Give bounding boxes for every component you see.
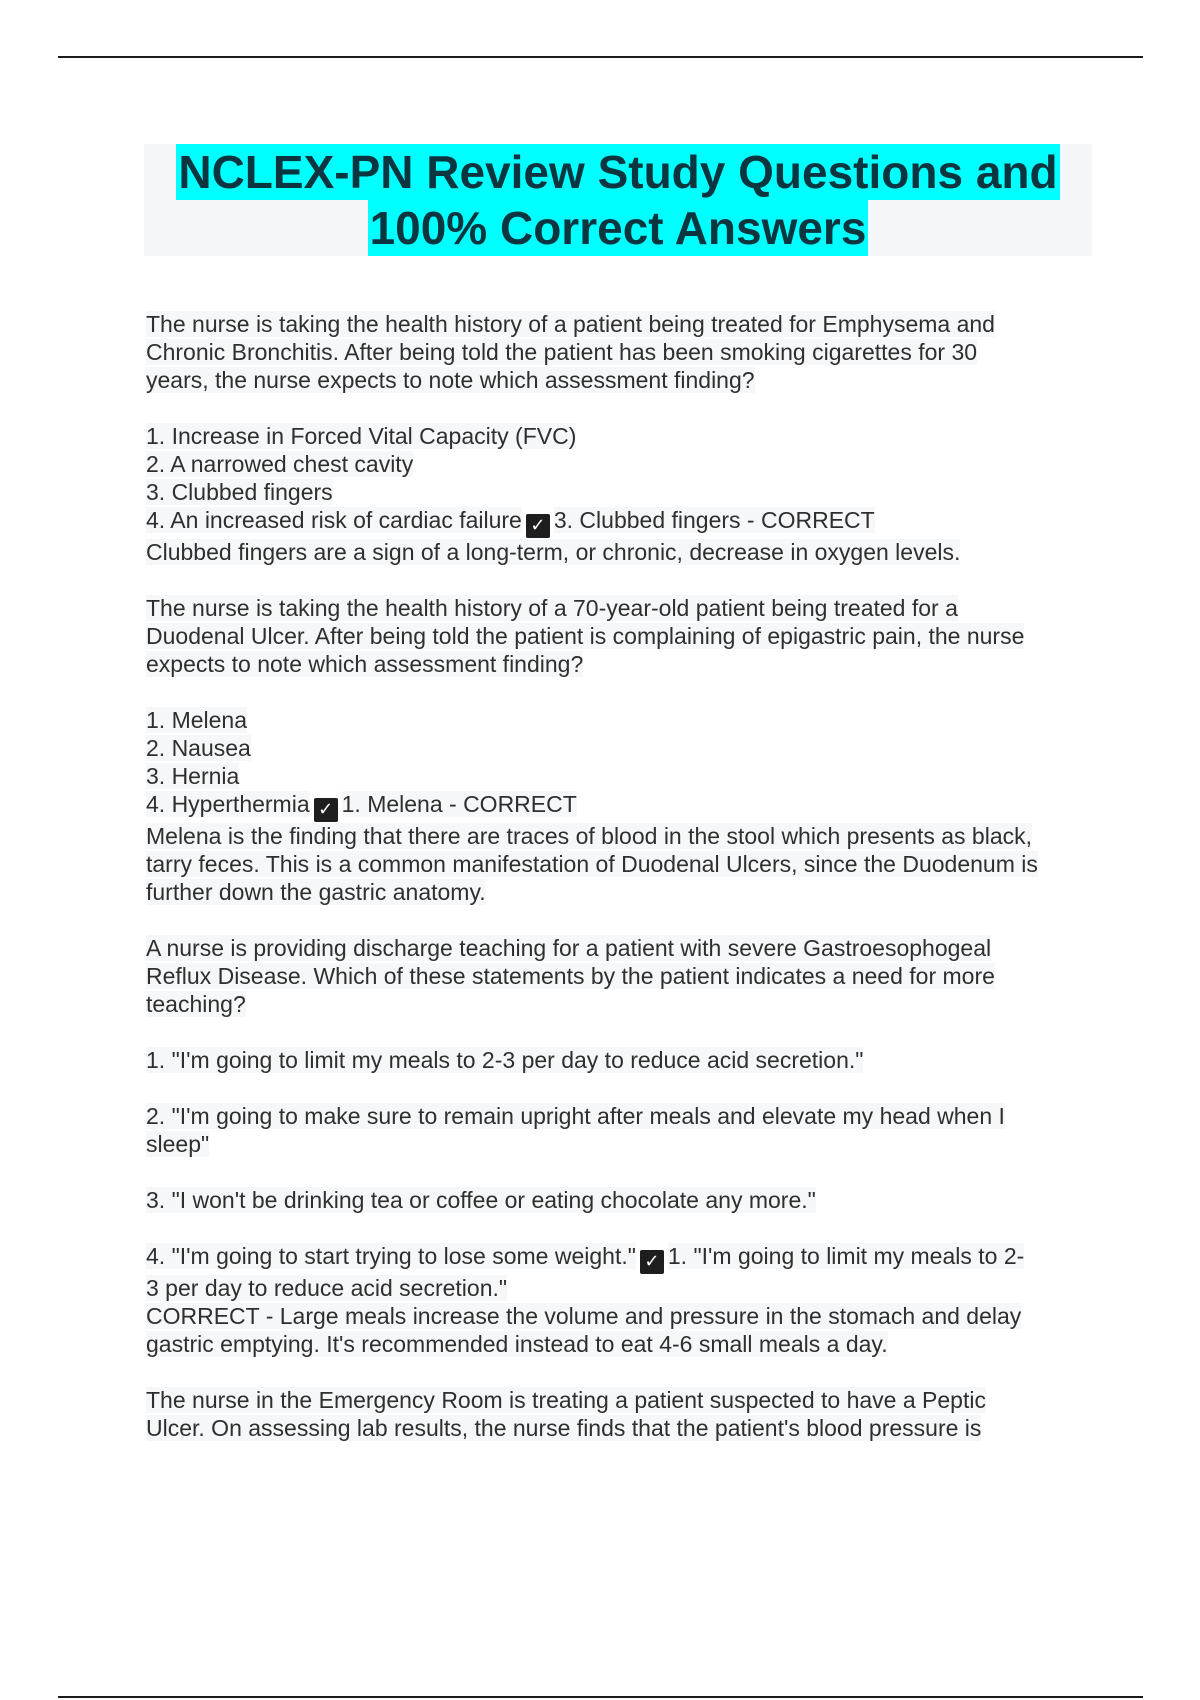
title-line-1: NCLEX-PN Review Study Questions and xyxy=(178,146,1058,198)
answer-rationale: further down the gastric anatomy. xyxy=(146,879,486,905)
question-stem-line: The nurse in the Emergency Room is treating a patient suspected to have a Peptic xyxy=(146,1387,986,1413)
answer-rationale: tarry feces. This is a common manifestation of Duodenal Ulcers, since the Duodenum is xyxy=(146,851,1038,877)
answer-option: 2. "I'm going to make sure to remain upright after meals and elevate my head when I xyxy=(146,1103,1005,1129)
checkmark-icon: ✓ xyxy=(526,514,550,538)
answer-option: 1. "I'm going to limit my meals to 2-3 per day to reduce acid secretion." xyxy=(146,1047,864,1073)
question-1 xyxy=(146,310,1096,566)
answer-option: 4. Hyperthermia xyxy=(146,791,310,817)
document-body xyxy=(146,310,1096,1470)
header-rule xyxy=(58,56,1143,58)
footer-rule xyxy=(58,1696,1143,1698)
question-stem-line: Ulcer. On assessing lab results, the nurse finds that the patient's blood pressure is xyxy=(146,1415,982,1441)
question-stem-line: Reflux Disease. Which of these statements by the patient indicates a need for more xyxy=(146,963,995,989)
answer-option: 3. Clubbed fingers xyxy=(146,479,333,505)
answer-rationale: gastric emptying. It's recommended instead to eat 4-6 small meals a day. xyxy=(146,1331,888,1357)
answer-option: 1. Increase in Forced Vital Capacity (FVC) xyxy=(146,423,577,449)
correct-answer: 3. Clubbed fingers - CORRECT xyxy=(553,507,875,533)
checkmark-icon: ✓ xyxy=(314,798,338,822)
correct-answer: 1. "I'm going to limit my meals to 2- xyxy=(667,1243,1025,1269)
answer-option: 2. Nausea xyxy=(146,735,251,761)
checkmark-icon: ✓ xyxy=(640,1250,664,1274)
question-stem-line: expects to note which assessment finding? xyxy=(146,651,584,677)
question-stem-line: The nurse is taking the health history of a 70-year-old patient being treated for a xyxy=(146,595,958,621)
question-stem-line: Duodenal Ulcer. After being told the patient is complaining of epigastric pain, the nurse xyxy=(146,623,1025,649)
correct-answer: 1. Melena - CORRECT xyxy=(341,791,577,817)
question-stem-line: A nurse is providing discharge teaching for a patient with severe Gastroesophogeal xyxy=(146,935,992,961)
question-stem-line: years, the nurse expects to note which assessment finding? xyxy=(146,367,755,393)
answer-option: 4. An increased risk of cardiac failure xyxy=(146,507,522,533)
answer-option: sleep" xyxy=(146,1131,210,1157)
answer-option: 2. A narrowed chest cavity xyxy=(146,451,414,477)
answer-option: 3. "I won't be drinking tea or coffee or eating chocolate any more." xyxy=(146,1187,816,1213)
answer-rationale: Melena is the finding that there are traces of blood in the stool which presents as black, xyxy=(146,823,1033,849)
question-stem-line: teaching? xyxy=(146,991,246,1017)
answer-option: 4. "I'm going to start trying to lose some weight." xyxy=(146,1243,636,1269)
answer-rationale: CORRECT - Large meals increase the volume and pressure in the stomach and delay xyxy=(146,1303,1022,1329)
question-stem-line: Chronic Bronchitis. After being told the patient has been smoking cigarettes for 30 xyxy=(146,339,978,365)
question-2 xyxy=(146,594,1096,906)
answer-option: 1. Melena xyxy=(146,707,248,733)
question-stem-line: The nurse is taking the health history of a patient being treated for Emphysema and xyxy=(146,311,995,337)
correct-answer-cont: 3 per day to reduce acid secretion." xyxy=(146,1275,508,1301)
question-4 xyxy=(146,1386,1096,1442)
answer-rationale: Clubbed fingers are a sign of a long-term, or chronic, decrease in oxygen levels. xyxy=(146,539,961,565)
title-line-2: 100% Correct Answers xyxy=(369,202,867,254)
question-3 xyxy=(146,934,1096,1358)
answer-option: 3. Hernia xyxy=(146,763,240,789)
document-title xyxy=(144,144,1092,256)
